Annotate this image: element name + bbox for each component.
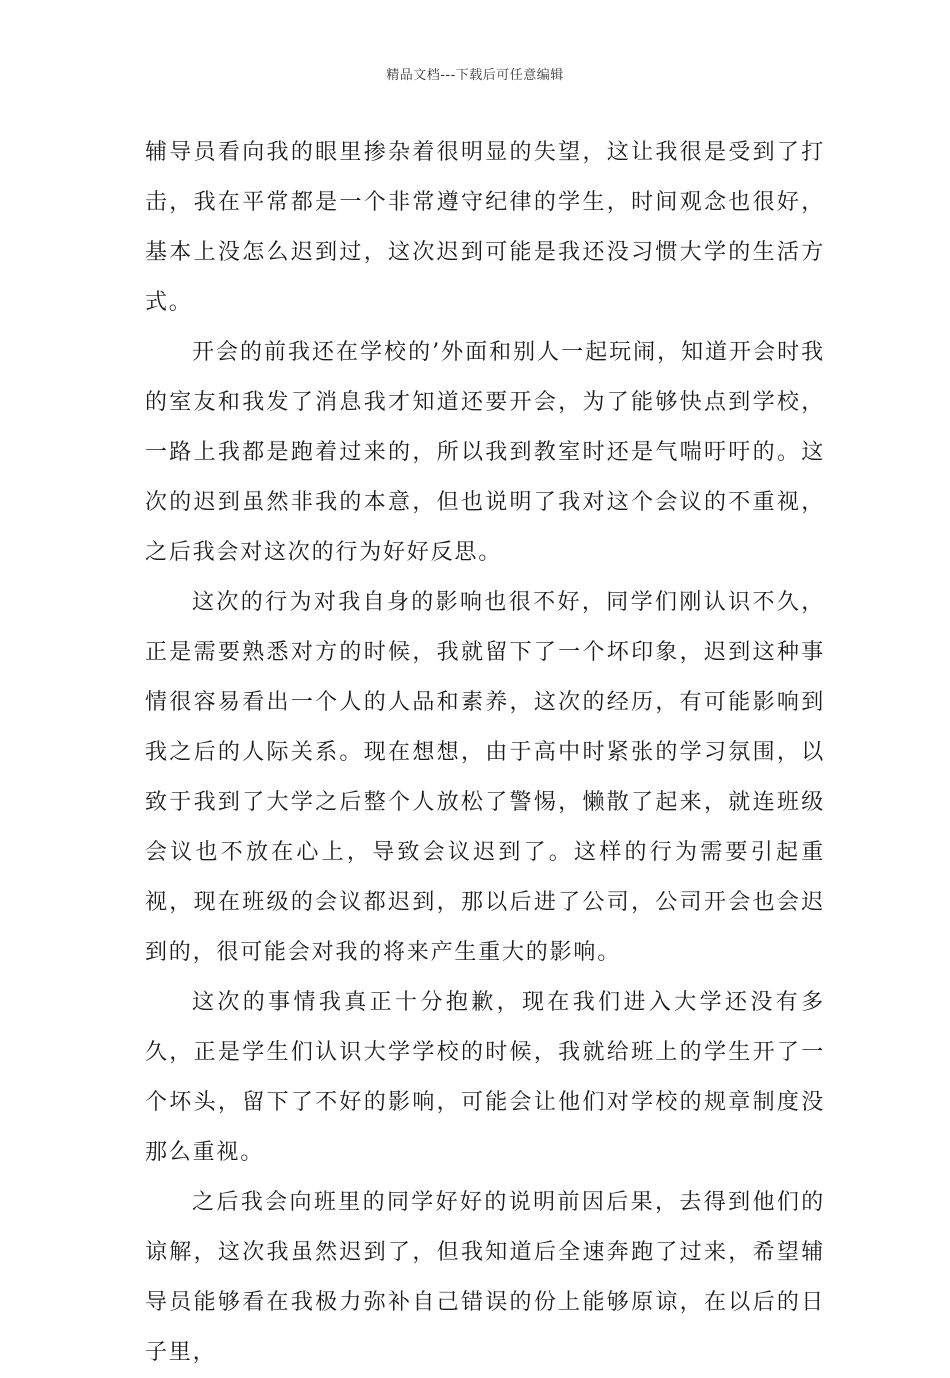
paragraph-4: 这次的事情我真正十分抱歉，现在我们进入大学还没有多久，正是学生们认识大学学校的时候，我就给班上的学生开了一个坏头，留下了不好的影响，可能会让他们对学校的规章制度没那么重视。 <box>145 990 825 1165</box>
page-header: 精品文档---下载后可任意编辑 <box>386 68 564 83</box>
document-body <box>145 128 825 1378</box>
paragraph-1: 辅导员看向我的眼里掺杂着很明显的失望，这让我很是受到了打击，我在平常都是一个非常遵守纪律的学生，时间观念也很好，基本上没怎么迟到过，这次迟到可能是我还没习惯大学的生活方式。 <box>145 140 825 315</box>
paragraph-5: 之后我会向班里的同学好好的说明前因后果，去得到他们的谅解，这次我虽然迟到了，但我知道后全速奔跑了过来，希望辅导员能够看在我极力弥补自己错误的份上能够原谅，在以后的日子里， <box>145 1190 825 1365</box>
paragraph-2: 开会的前我还在学校的’外面和别人一起玩闹，知道开会时我的室友和我发了消息我才知道还要开会，为了能够快点到学校，一路上我都是跑着过来的，所以我到教室时还是气喘吁吁的。这次的迟到虽然非我的本意，但也说明了我对这个会议的不重视，之后我会对这次的行为好好反思。 <box>145 340 825 565</box>
paragraph-3: 这次的行为对我自身的影响也很不好，同学们刚认识不久，正是需要熟悉对方的时候，我就留下了一个坏印象，迟到这种事情很容易看出一个人的人品和素养，这次的经历，有可能影响到我之后的人际关系。现在想想，由于高中时紧张的学习氛围，以致于我到了大学之后整个人放松了警惕，懒散了起来，就连班级会议也不放在心上，导致会议迟到了。这样的行为需要引起重视，现在班级的会议都迟到，那以后进了公司，公司开会也会迟到的，很可能会对我的将来产生重大的影响。 <box>145 590 825 965</box>
